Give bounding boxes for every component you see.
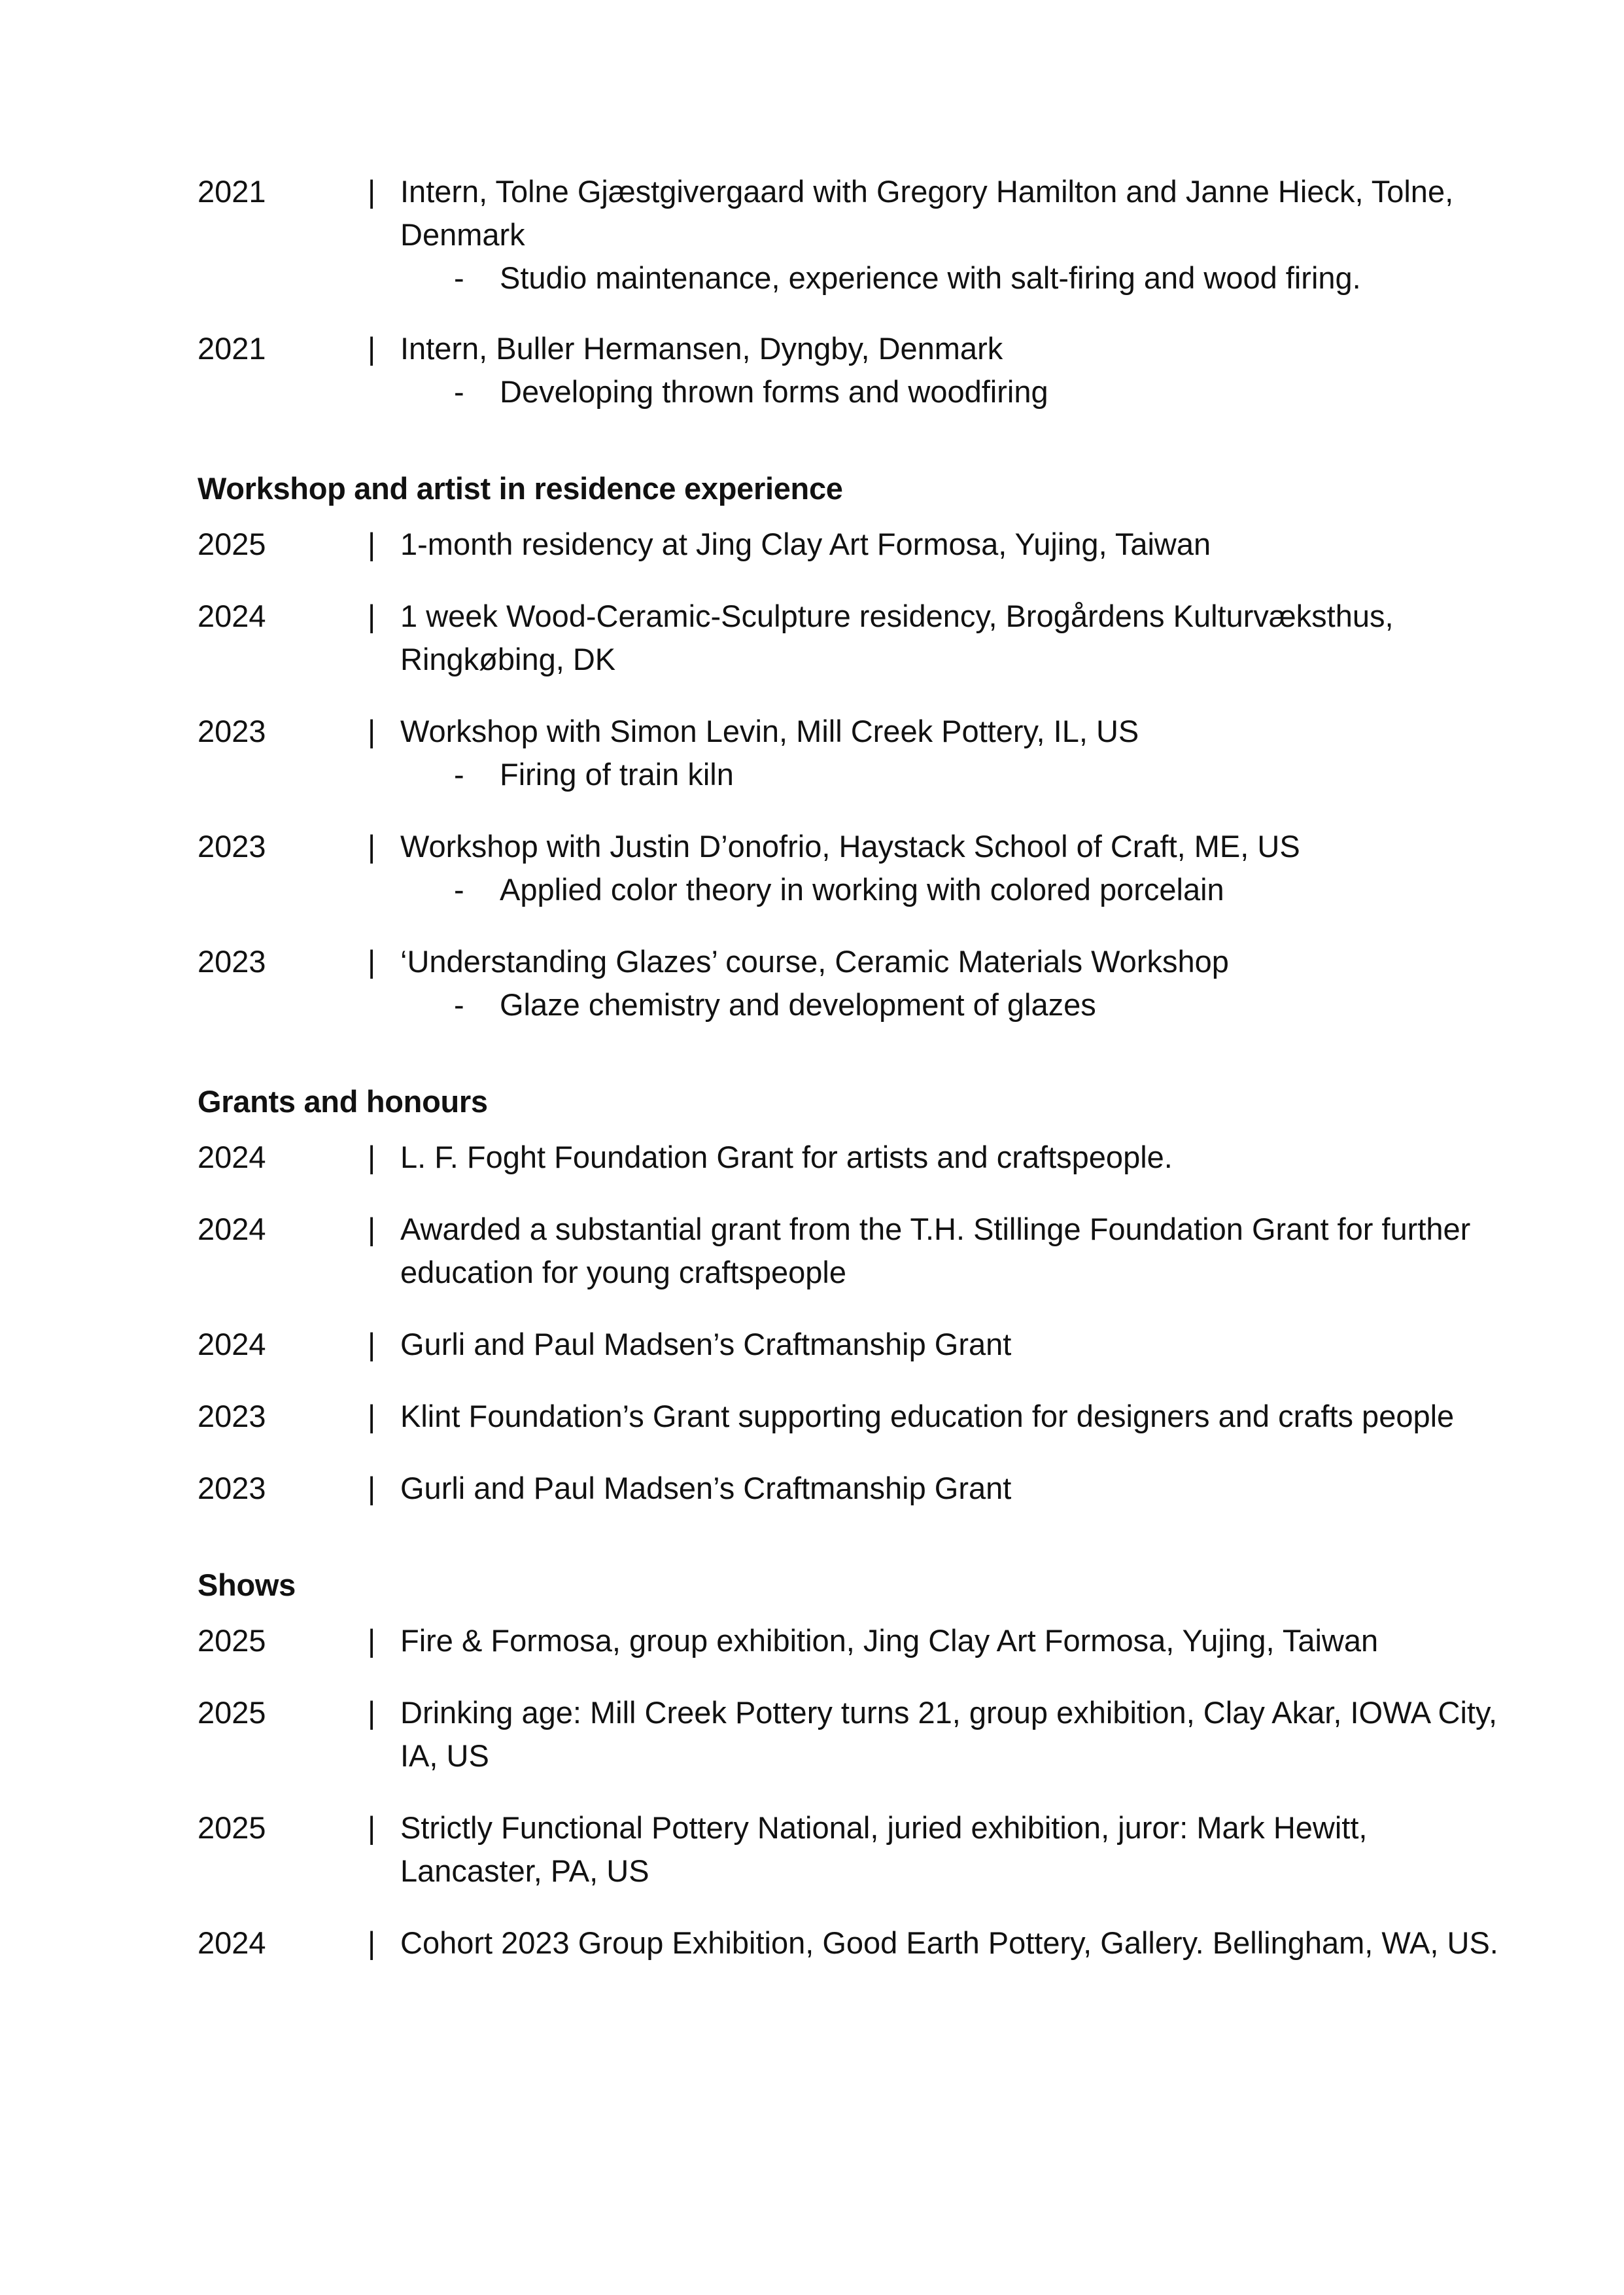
- workshops-section: [198, 467, 1506, 1026]
- entry-separator: |: [368, 331, 376, 366]
- entry-separator: |: [368, 944, 376, 979]
- entry-text: Gurli and Paul Madsen’s Craftmanship Grant: [400, 1471, 1012, 1505]
- entry-text: Intern, Buller Hermansen, Dyngby, Denmark: [400, 331, 1003, 366]
- grant-entry: [198, 1136, 1506, 1179]
- entry-year: 2021: [198, 331, 266, 366]
- shows-section: [198, 1564, 1506, 1965]
- entry-subtext: Firing of train kiln: [500, 757, 734, 792]
- entry-separator: |: [368, 174, 376, 209]
- entry-year: 2025: [198, 1623, 266, 1658]
- entry-text: Gurli and Paul Madsen’s Craftmanship Grant: [400, 1327, 1012, 1361]
- entry-separator: |: [368, 1623, 376, 1658]
- entry-text: L. F. Foght Foundation Grant for artists and craftspeople.: [400, 1140, 1173, 1174]
- entry-subtext: Applied color theory in working with colored porcelain: [500, 872, 1224, 907]
- show-entry: [198, 1691, 1506, 1778]
- entry-year: 2024: [198, 599, 266, 633]
- entry-year: 2023: [198, 714, 266, 748]
- workshop-entry: [198, 595, 1506, 681]
- entry-text: ‘Understanding Glazes’ course, Ceramic Materials Workshop: [400, 944, 1229, 979]
- entry-separator: |: [368, 829, 376, 864]
- entry-separator: |: [368, 599, 376, 633]
- entry-text: Fire & Formosa, group exhibition, Jing Clay Art Formosa, Yujing, Taiwan: [400, 1623, 1379, 1658]
- entry-text: Awarded a substantial grant from the T.H. Stillinge Foundation Grant for further education for young craftspeople: [400, 1212, 1471, 1289]
- entry-separator: |: [368, 1212, 376, 1246]
- entry-text: Cohort 2023 Group Exhibition, Good Earth Pottery, Gallery. Bellingham, WA, US.: [400, 1925, 1498, 1960]
- show-entry: [198, 1921, 1506, 1965]
- entry-text: 1 week Wood-Ceramic-Sculpture residency, Brogårdens Kulturvæksthus, Ringkøbing, DK: [400, 599, 1394, 676]
- entry-separator: |: [368, 1471, 376, 1505]
- section-heading: Workshop and artist in residence experience: [198, 471, 843, 506]
- bullet-dash: -: [454, 374, 464, 409]
- section-heading: Grants and honours: [198, 1084, 488, 1119]
- cv-page: [198, 170, 1506, 1965]
- entry-subitem: [400, 753, 1506, 796]
- entry-separator: |: [368, 527, 376, 561]
- entry-separator: |: [368, 1399, 376, 1433]
- entry-subitem: [400, 370, 1506, 413]
- show-entry: [198, 1806, 1506, 1893]
- entry-separator: |: [368, 714, 376, 748]
- entry-year: 2025: [198, 527, 266, 561]
- internships-section: [198, 170, 1506, 413]
- entry-separator: |: [368, 1925, 376, 1960]
- entry-year: 2024: [198, 1140, 266, 1174]
- entry-year: 2024: [198, 1925, 266, 1960]
- bullet-dash: -: [454, 872, 464, 907]
- entry-year: 2025: [198, 1695, 266, 1730]
- grants-section: [198, 1080, 1506, 1510]
- entry-separator: |: [368, 1327, 376, 1361]
- entry-year: 2023: [198, 1399, 266, 1433]
- entry-text: Strictly Functional Pottery National, juried exhibition, juror: Mark Hewitt, Lancaster, PA, US: [400, 1810, 1368, 1888]
- grant-entry: [198, 1208, 1506, 1294]
- bullet-dash: -: [454, 757, 464, 792]
- entry-year: 2023: [198, 944, 266, 979]
- workshop-entry: [198, 523, 1506, 566]
- entry-subitem: [400, 868, 1506, 911]
- entry-text: Drinking age: Mill Creek Pottery turns 21, group exhibition, Clay Akar, IOWA City, IA, US: [400, 1695, 1498, 1773]
- grant-entry: [198, 1395, 1506, 1438]
- entry-text: Workshop with Simon Levin, Mill Creek Pottery, IL, US: [400, 714, 1139, 748]
- entry-subtext: Glaze chemistry and development of glazes: [500, 987, 1096, 1022]
- workshop-entry: [198, 940, 1506, 1026]
- entry-year: 2024: [198, 1212, 266, 1246]
- entry-subitem: [400, 983, 1506, 1026]
- entry-subtext: Developing thrown forms and woodfiring: [500, 374, 1048, 409]
- internship-entry: [198, 170, 1506, 300]
- entry-year: 2024: [198, 1327, 266, 1361]
- bullet-dash: -: [454, 987, 464, 1022]
- entry-separator: |: [368, 1140, 376, 1174]
- grant-entry: [198, 1323, 1506, 1366]
- grant-entry: [198, 1467, 1506, 1510]
- entry-text: Klint Foundation’s Grant supporting education for designers and crafts people: [400, 1399, 1455, 1433]
- entry-year: 2021: [198, 174, 266, 209]
- entry-separator: |: [368, 1810, 376, 1845]
- entry-text: Workshop with Justin D’onofrio, Haystack School of Craft, ME, US: [400, 829, 1300, 864]
- internship-entry: [198, 327, 1506, 413]
- workshop-entry: [198, 710, 1506, 796]
- section-heading: Shows: [198, 1568, 296, 1602]
- entry-separator: |: [368, 1695, 376, 1730]
- entry-subitem: [400, 256, 1525, 300]
- bullet-dash: -: [454, 260, 464, 295]
- entry-text: 1-month residency at Jing Clay Art Formosa, Yujing, Taiwan: [400, 527, 1211, 561]
- entry-year: 2023: [198, 1471, 266, 1505]
- entry-year: 2023: [198, 829, 266, 864]
- show-entry: [198, 1619, 1506, 1662]
- entry-text: Intern, Tolne Gjæstgivergaard with Gregory Hamilton and Janne Hieck, Tolne, Denmark: [400, 174, 1454, 252]
- workshop-entry: [198, 825, 1506, 911]
- entry-year: 2025: [198, 1810, 266, 1845]
- entry-subtext: Studio maintenance, experience with salt-firing and wood firing.: [500, 260, 1361, 295]
